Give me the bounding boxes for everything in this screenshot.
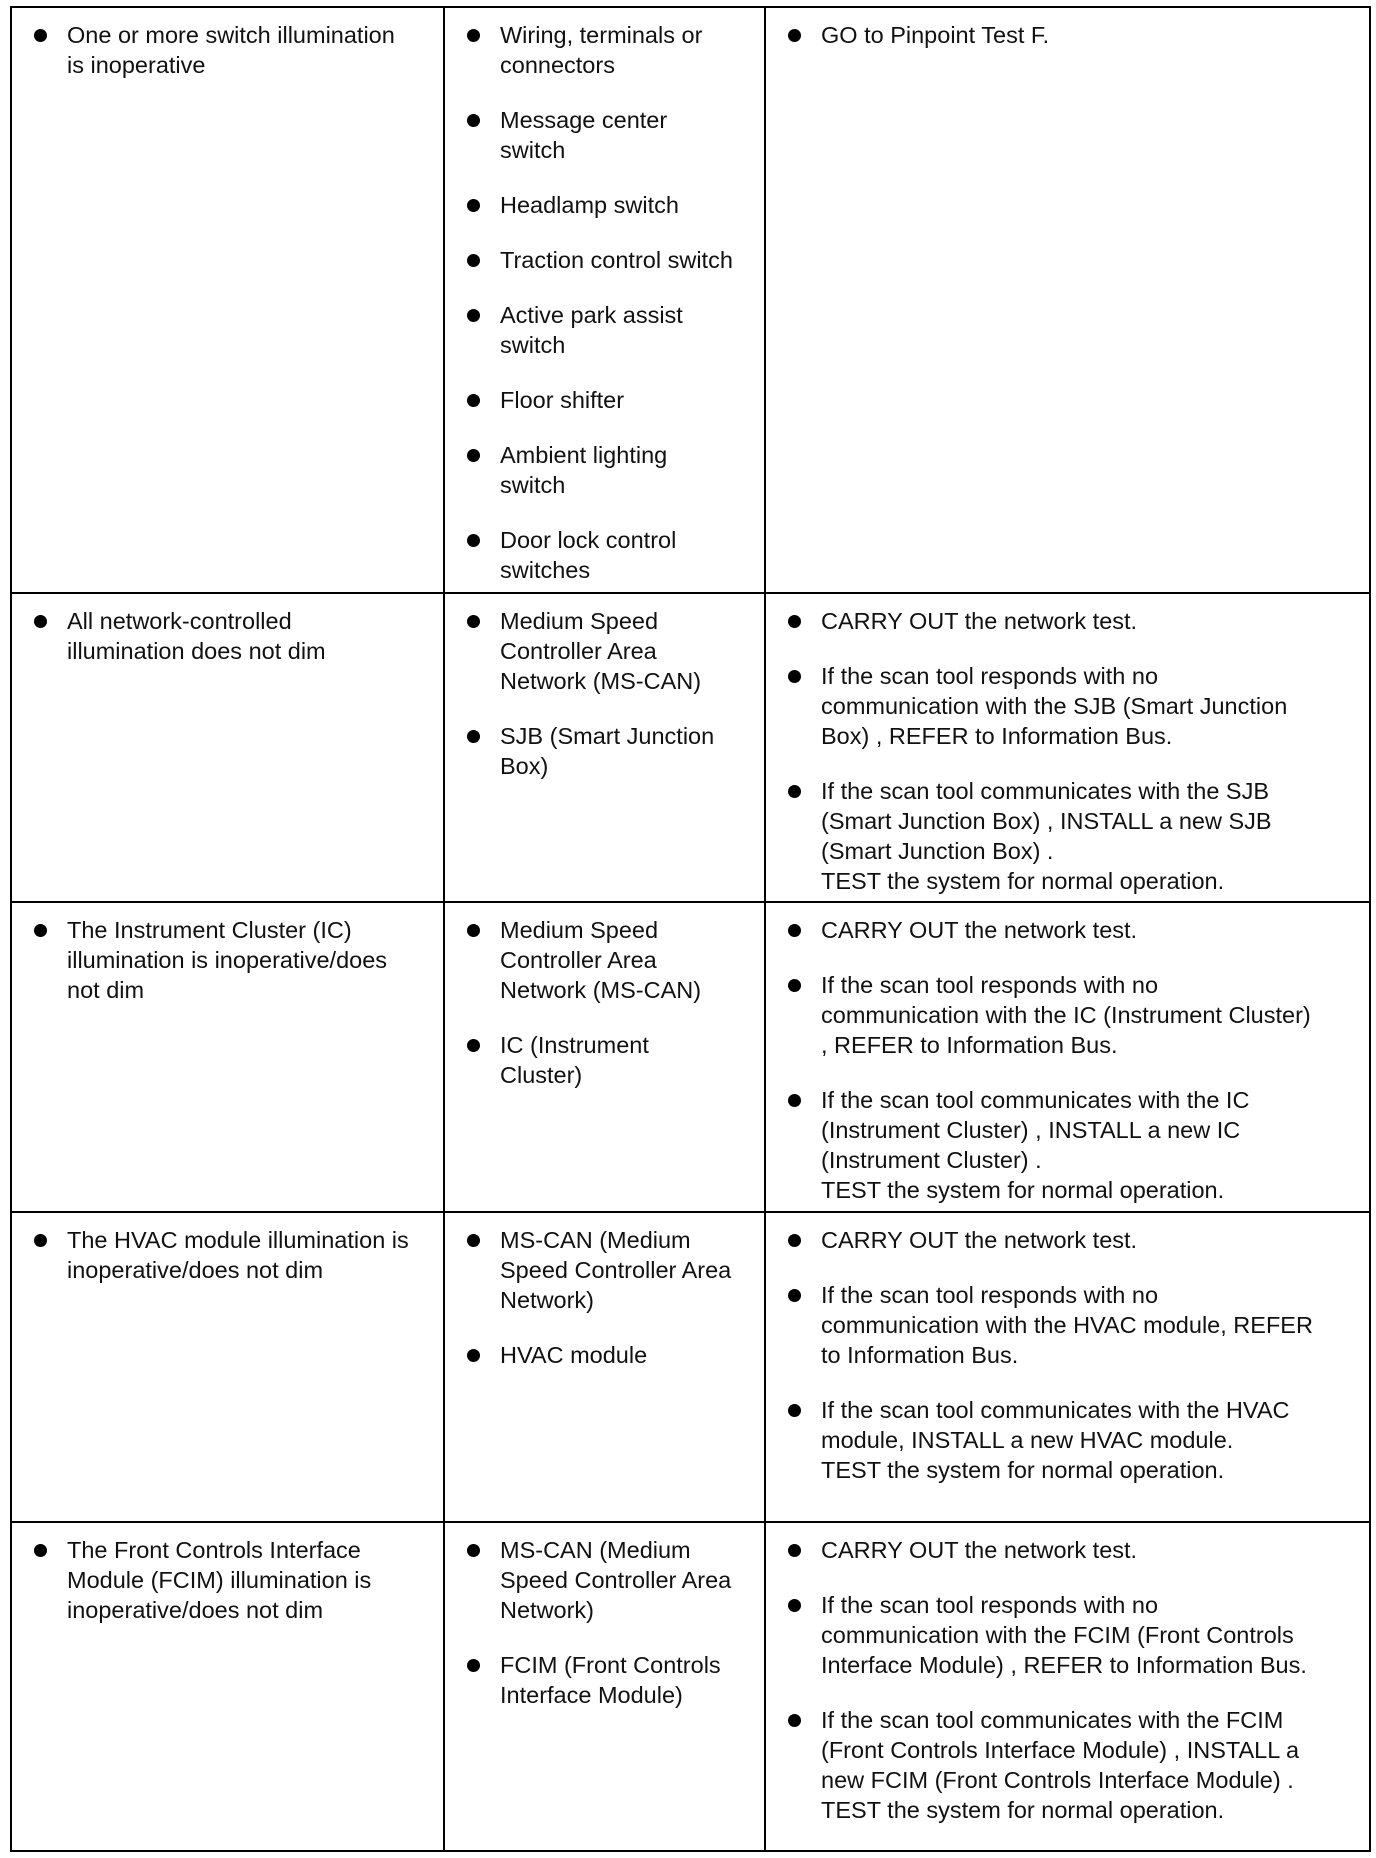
condition-cell — [11, 7, 444, 593]
action-cell — [765, 593, 1370, 902]
source-item: Ambient lighting switch — [453, 440, 756, 500]
action-item: GO to Pinpoint Test F. — [774, 20, 1361, 50]
condition-cell — [11, 1522, 444, 1851]
action-cell — [765, 7, 1370, 593]
source-item: HVAC module — [453, 1340, 756, 1370]
table-row — [11, 1522, 1370, 1851]
action-cell — [765, 902, 1370, 1212]
possible-sources-cell — [444, 1522, 765, 1851]
action-item: If the scan tool communicates with the IC (Instrument Cluster) , INSTALL a new IC (Instrument Cluster) . TEST the system for normal operation. — [774, 1085, 1361, 1205]
table-row — [11, 593, 1370, 902]
action-cell — [765, 1522, 1370, 1851]
source-item: IC (Instrument Cluster) — [453, 1030, 756, 1090]
source-item: Message center switch — [453, 105, 756, 165]
source-item: Medium Speed Controller Area Network (MS-CAN) — [453, 915, 756, 1005]
source-item: MS-CAN (Medium Speed Controller Area Network) — [453, 1535, 756, 1625]
symptom-chart-table — [10, 6, 1371, 1852]
condition-text: One or more switch illumination is inoperative — [20, 20, 435, 80]
source-item: SJB (Smart Junction Box) — [453, 721, 756, 781]
source-item: Active park assist switch — [453, 300, 756, 360]
source-item: Medium Speed Controller Area Network (MS-CAN) — [453, 606, 756, 696]
table-row — [11, 7, 1370, 593]
possible-sources-cell — [444, 902, 765, 1212]
action-item: If the scan tool communicates with the HVAC module, INSTALL a new HVAC module. TEST the system for normal operation. — [774, 1395, 1361, 1485]
source-item: FCIM (Front Controls Interface Module) — [453, 1650, 756, 1710]
action-item: CARRY OUT the network test. — [774, 606, 1361, 636]
action-item: If the scan tool responds with no communication with the IC (Instrument Cluster) , REFER to Information Bus. — [774, 970, 1361, 1060]
action-item: If the scan tool responds with no communication with the SJB (Smart Junction Box) , REFER to Information Bus. — [774, 661, 1361, 751]
table-row — [11, 1212, 1370, 1522]
source-item: Door lock control switches — [453, 525, 756, 585]
possible-sources-cell — [444, 1212, 765, 1522]
condition-cell — [11, 902, 444, 1212]
possible-sources-cell — [444, 593, 765, 902]
action-item: CARRY OUT the network test. — [774, 1225, 1361, 1255]
action-item: If the scan tool responds with no communication with the HVAC module, REFER to Information Bus. — [774, 1280, 1361, 1370]
source-item: Headlamp switch — [453, 190, 756, 220]
possible-sources-cell — [444, 7, 765, 593]
condition-cell — [11, 593, 444, 902]
source-item: MS-CAN (Medium Speed Controller Area Network) — [453, 1225, 756, 1315]
condition-text: The Front Controls Interface Module (FCIM) illumination is inoperative/does not dim — [20, 1535, 435, 1625]
condition-text: All network-controlled illumination does not dim — [20, 606, 435, 666]
action-cell — [765, 1212, 1370, 1522]
table-row — [11, 902, 1370, 1212]
action-item: If the scan tool communicates with the FCIM (Front Controls Interface Module) , INSTALL a new FCIM (Front Controls Interface Module) . TEST the system for normal operation. — [774, 1705, 1361, 1825]
condition-cell — [11, 1212, 444, 1522]
condition-text: The HVAC module illumination is inoperative/does not dim — [20, 1225, 435, 1285]
action-item: If the scan tool communicates with the SJB (Smart Junction Box) , INSTALL a new SJB (Smart Junction Box) . TEST the system for normal operation. — [774, 776, 1361, 896]
source-item: Traction control switch — [453, 245, 756, 275]
action-item: If the scan tool responds with no communication with the FCIM (Front Controls Interface Module) , REFER to Information Bus. — [774, 1590, 1361, 1680]
source-item: Floor shifter — [453, 385, 756, 415]
action-item: CARRY OUT the network test. — [774, 915, 1361, 945]
condition-text: The Instrument Cluster (IC) illumination is inoperative/does not dim — [20, 915, 435, 1005]
source-item: Wiring, terminals or connectors — [453, 20, 756, 80]
action-item: CARRY OUT the network test. — [774, 1535, 1361, 1565]
